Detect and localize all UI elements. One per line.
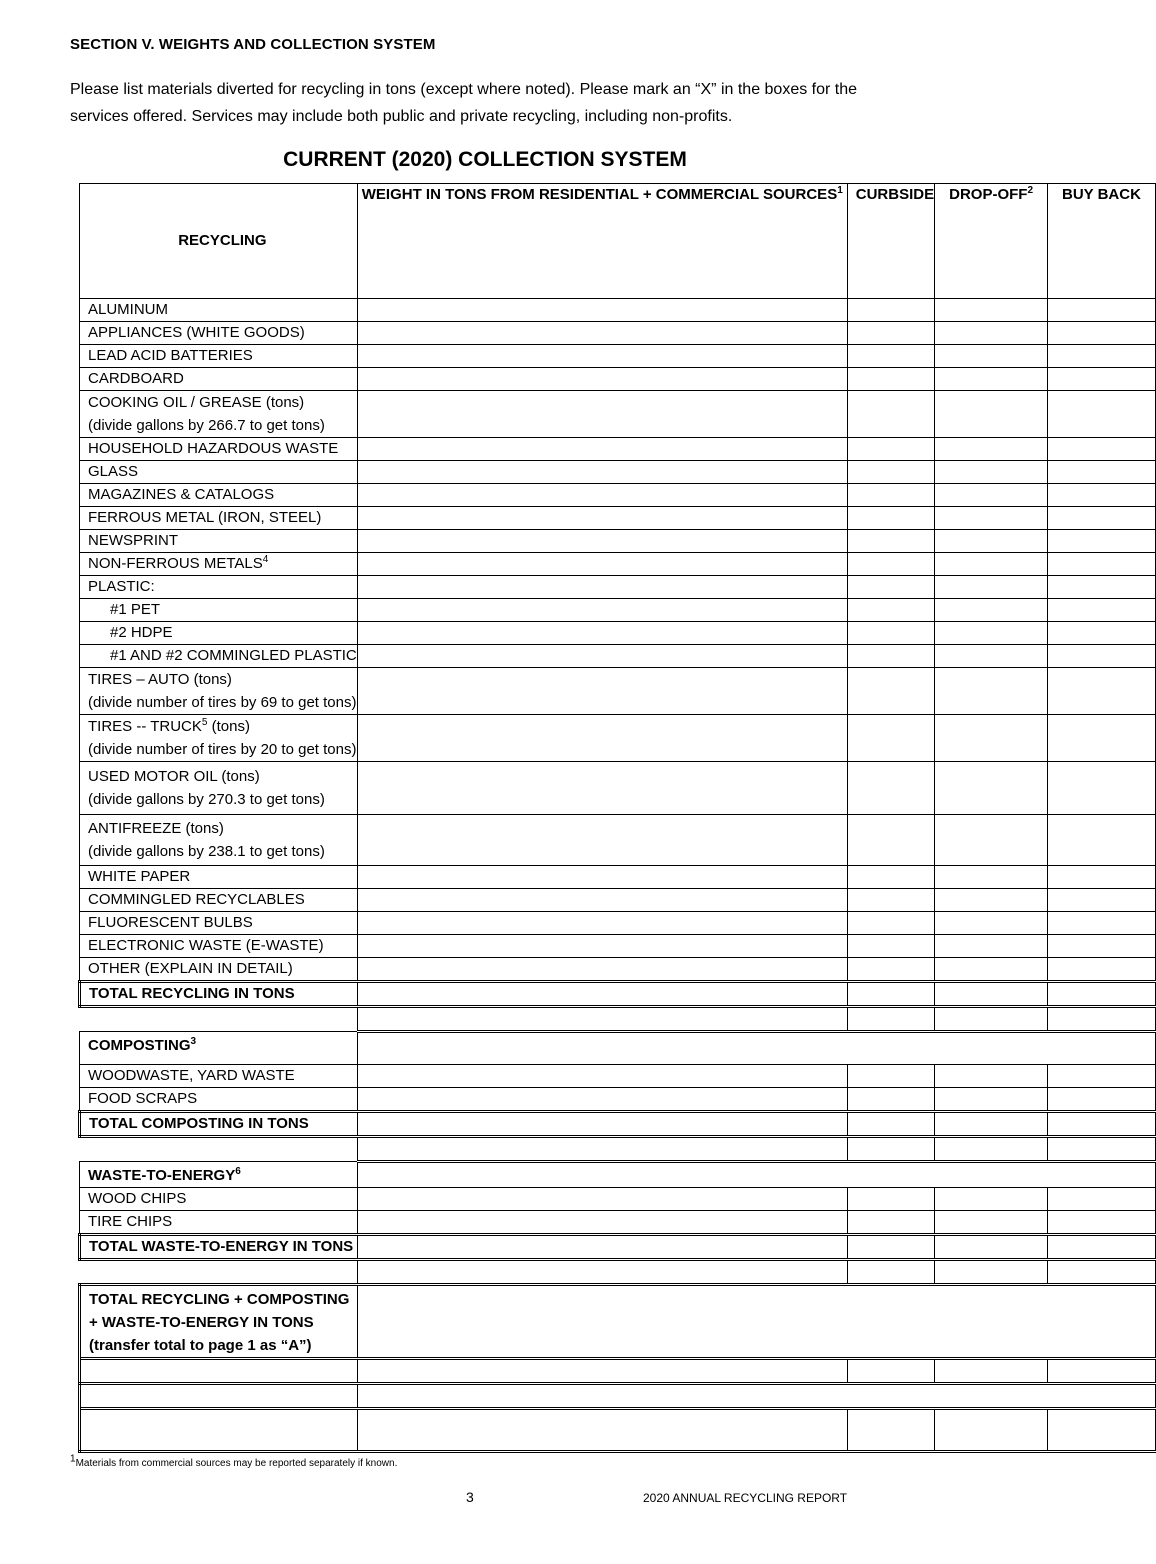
curbside-cell[interactable] — [847, 507, 934, 530]
curbside-cell[interactable] — [847, 935, 934, 958]
material-label: COOKING OIL / GREASE (tons) (divide gallons by 266.7 to get tons) — [80, 391, 358, 438]
dropoff-cell[interactable] — [935, 1211, 1048, 1235]
total-recycling-entry-row — [80, 1007, 1156, 1032]
weight-cell[interactable] — [357, 1137, 847, 1162]
weight-cell[interactable] — [357, 576, 847, 599]
col-header-recycling: RECYCLING — [80, 184, 358, 299]
buyback-cell[interactable] — [1048, 576, 1156, 599]
curbside-cell[interactable] — [847, 1409, 934, 1452]
dropoff-cell[interactable] — [935, 322, 1048, 345]
buyback-cell[interactable] — [1048, 322, 1156, 345]
col-header-dropoff: DROP-OFF$^2$ — [935, 184, 1048, 299]
total-wte-entry-row — [80, 1260, 1156, 1285]
buyback-cell[interactable] — [1048, 715, 1156, 762]
table-row — [80, 484, 1156, 507]
weight-cell[interactable] — [357, 715, 847, 762]
spacer-cell — [80, 1007, 358, 1032]
dropoff-cell[interactable] — [935, 599, 1048, 622]
dropoff-cell[interactable] — [935, 484, 1048, 507]
weight-cell[interactable] — [357, 391, 847, 438]
buyback-cell[interactable] — [1048, 1188, 1156, 1211]
buyback-cell[interactable] — [1048, 866, 1156, 889]
weight-cell[interactable] — [357, 889, 847, 912]
buyback-cell[interactable] — [1048, 668, 1156, 715]
buyback-cell[interactable] — [1048, 958, 1156, 982]
buyback-cell[interactable] — [1048, 1211, 1156, 1235]
table-row — [80, 322, 1156, 345]
weight-cell[interactable] — [357, 912, 847, 935]
buyback-cell[interactable] — [1048, 889, 1156, 912]
buyback-cell[interactable] — [1048, 622, 1156, 645]
dropoff-cell[interactable] — [935, 461, 1048, 484]
weight-cell[interactable] — [357, 1260, 847, 1285]
dropoff-cell[interactable] — [935, 438, 1048, 461]
curbside-cell[interactable] — [847, 484, 934, 507]
buyback-cell[interactable] — [1048, 438, 1156, 461]
buyback-cell[interactable] — [1048, 1260, 1156, 1285]
dropoff-cell[interactable] — [935, 866, 1048, 889]
weight-cell[interactable] — [357, 1409, 847, 1452]
total-composting-row — [80, 1112, 1156, 1137]
buyback-cell[interactable] — [1048, 299, 1156, 322]
table-row — [80, 622, 1156, 645]
material-label: TOTAL RECYCLING + COMPOSTING + WASTE-TO-ENERGY IN TONS (transfer total to page 1 as “A”) — [80, 1285, 358, 1359]
dropoff-cell[interactable] — [935, 507, 1048, 530]
curbside-cell[interactable] — [847, 815, 934, 866]
dropoff-cell[interactable] — [935, 1137, 1048, 1162]
dropoff-cell[interactable] — [935, 815, 1048, 866]
merged-entry-cell[interactable] — [357, 1162, 1155, 1188]
curbside-cell[interactable] — [847, 599, 934, 622]
dropoff-cell[interactable] — [935, 368, 1048, 391]
material-label: ANTIFREEZE (tons) (divide gallons by 238.1 to get tons) — [80, 815, 358, 866]
dropoff-cell[interactable] — [935, 645, 1048, 668]
weight-cell[interactable] — [357, 507, 847, 530]
material-label: #1 PET — [80, 599, 358, 622]
curbside-cell[interactable] — [847, 345, 934, 368]
table-row — [80, 1211, 1156, 1235]
curbside-cell[interactable] — [847, 912, 934, 935]
footnote: $^1$Materials from commercial sources may be reported separately if known. — [70, 1453, 398, 1469]
material-label: FERROUS METAL (IRON, STEEL) — [80, 507, 358, 530]
material-label: LEAD ACID BATTERIES — [80, 345, 358, 368]
dropoff-cell[interactable] — [935, 715, 1048, 762]
curbside-cell[interactable] — [847, 1188, 934, 1211]
wte-heading-row — [80, 1162, 1156, 1188]
weight-cell[interactable] — [357, 982, 847, 1007]
curbside-cell[interactable] — [847, 982, 934, 1007]
weight-cell[interactable] — [357, 1088, 847, 1112]
buyback-cell[interactable] — [1048, 1235, 1156, 1260]
weight-cell[interactable] — [357, 530, 847, 553]
curbside-cell[interactable] — [847, 1359, 934, 1384]
curbside-cell[interactable] — [847, 1137, 934, 1162]
curbside-cell[interactable] — [847, 1065, 934, 1088]
table-row — [80, 762, 1156, 815]
table-row — [80, 599, 1156, 622]
curbside-cell[interactable] — [847, 668, 934, 715]
material-label: TOTAL RECYCLING IN TONS — [80, 982, 358, 1007]
composting-heading-row — [80, 1032, 1156, 1065]
table-row — [80, 912, 1156, 935]
buyback-cell[interactable] — [1048, 599, 1156, 622]
col-header-weight: WEIGHT IN TONS FROM RESIDENTIAL + COMMERCIAL SOURCES$^1$ — [357, 184, 847, 299]
material-label: TOTAL COMPOSTING IN TONS — [80, 1112, 358, 1137]
material-label: #2 HDPE — [80, 622, 358, 645]
grand-total-row — [80, 1285, 1156, 1359]
buyback-cell[interactable] — [1048, 1112, 1156, 1137]
buyback-cell[interactable] — [1048, 815, 1156, 866]
curbside-cell[interactable] — [847, 322, 934, 345]
table-row — [80, 461, 1156, 484]
table-row — [80, 889, 1156, 912]
dropoff-cell[interactable] — [935, 935, 1048, 958]
dropoff-cell[interactable] — [935, 889, 1048, 912]
curbside-cell[interactable] — [847, 958, 934, 982]
total-composting-entry-row — [80, 1137, 1156, 1162]
table-row — [80, 368, 1156, 391]
dropoff-cell[interactable] — [935, 622, 1048, 645]
section-title: SECTION V. WEIGHTS AND COLLECTION SYSTEM — [70, 36, 436, 53]
weight-cell[interactable] — [357, 553, 847, 576]
table-row — [80, 1065, 1156, 1088]
curbside-cell[interactable] — [847, 1088, 934, 1112]
table-row — [80, 530, 1156, 553]
material-label: NEWSPRINT — [80, 530, 358, 553]
curbside-cell[interactable] — [847, 1211, 934, 1235]
table-row — [80, 668, 1156, 715]
weight-cell[interactable] — [357, 368, 847, 391]
weight-cell[interactable] — [357, 668, 847, 715]
curbside-cell[interactable] — [847, 1007, 934, 1032]
table-row — [80, 958, 1156, 982]
buyback-cell[interactable] — [1048, 935, 1156, 958]
dropoff-cell[interactable] — [935, 1188, 1048, 1211]
page-number: 3 — [466, 1489, 474, 1505]
table-row — [80, 645, 1156, 668]
dropoff-cell[interactable] — [935, 958, 1048, 982]
curbside-cell[interactable] — [847, 866, 934, 889]
buyback-cell[interactable] — [1048, 1007, 1156, 1032]
weight-cell[interactable] — [357, 622, 847, 645]
curbside-cell[interactable] — [847, 622, 934, 645]
material-label: GLASS — [80, 461, 358, 484]
buyback-cell[interactable] — [1048, 1065, 1156, 1088]
table-row — [80, 438, 1156, 461]
curbside-cell[interactable] — [847, 438, 934, 461]
weight-cell[interactable] — [357, 299, 847, 322]
material-label: WHITE PAPER — [80, 866, 358, 889]
material-label: TIRES – AUTO (tons) (divide number of tires by 69 to get tons) — [80, 668, 358, 715]
dropoff-cell[interactable] — [935, 345, 1048, 368]
blank-cell[interactable] — [80, 1384, 358, 1409]
weight-cell[interactable] — [357, 958, 847, 982]
table-row — [80, 507, 1156, 530]
weight-cell[interactable] — [357, 345, 847, 368]
buyback-cell[interactable] — [1048, 391, 1156, 438]
material-label: PLASTIC: — [80, 576, 358, 599]
curbside-cell[interactable] — [847, 553, 934, 576]
weight-cell[interactable] — [357, 484, 847, 507]
dropoff-cell[interactable] — [935, 1007, 1048, 1032]
material-label: ALUMINUM — [80, 299, 358, 322]
material-label: WOOD CHIPS — [80, 1188, 358, 1211]
buyback-cell[interactable] — [1048, 461, 1156, 484]
dropoff-cell[interactable] — [935, 1409, 1048, 1452]
curbside-cell[interactable] — [847, 1235, 934, 1260]
material-label: TIRE CHIPS — [80, 1211, 358, 1235]
weight-cell[interactable] — [357, 461, 847, 484]
dropoff-cell[interactable] — [935, 982, 1048, 1007]
weight-cell[interactable] — [357, 1359, 847, 1384]
dropoff-cell[interactable] — [935, 1112, 1048, 1137]
dropoff-cell[interactable] — [935, 299, 1048, 322]
material-label: USED MOTOR OIL (tons) (divide gallons by 270.3 to get tons) — [80, 762, 358, 815]
material-label: ELECTRONIC WASTE (E-WASTE) — [80, 935, 358, 958]
blank-cell[interactable] — [80, 1359, 358, 1384]
buyback-cell[interactable] — [1048, 507, 1156, 530]
table-row — [80, 345, 1156, 368]
buyback-cell[interactable] — [1048, 1088, 1156, 1112]
curbside-cell[interactable] — [847, 889, 934, 912]
spacer-cell — [80, 1260, 358, 1285]
total-recycling-row — [80, 982, 1156, 1007]
buyback-cell[interactable] — [1048, 553, 1156, 576]
buyback-cell[interactable] — [1048, 1409, 1156, 1452]
material-label: MAGAZINES & CATALOGS — [80, 484, 358, 507]
table-row — [80, 391, 1156, 438]
dropoff-cell[interactable] — [935, 1235, 1048, 1260]
dropoff-cell[interactable] — [935, 912, 1048, 935]
weight-cell[interactable] — [357, 322, 847, 345]
merged-entry-cell[interactable] — [357, 1384, 1155, 1409]
spacer-cell — [80, 1137, 358, 1162]
curbside-cell[interactable] — [847, 391, 934, 438]
curbside-cell[interactable] — [847, 1112, 934, 1137]
weight-cell[interactable] — [357, 438, 847, 461]
table-row — [80, 866, 1156, 889]
material-label: HOUSEHOLD HAZARDOUS WASTE — [80, 438, 358, 461]
table-row — [80, 553, 1156, 576]
buyback-cell[interactable] — [1048, 1137, 1156, 1162]
curbside-cell[interactable] — [847, 299, 934, 322]
dropoff-cell[interactable] — [935, 1260, 1048, 1285]
dropoff-cell[interactable] — [935, 1088, 1048, 1112]
table-title: CURRENT (2020) COLLECTION SYSTEM — [283, 148, 687, 171]
weight-cell[interactable] — [357, 1112, 847, 1137]
weight-cell[interactable] — [357, 866, 847, 889]
material-label: APPLIANCES (WHITE GOODS) — [80, 322, 358, 345]
dropoff-cell[interactable] — [935, 1065, 1048, 1088]
curbside-cell[interactable] — [847, 1260, 934, 1285]
curbside-cell[interactable] — [847, 368, 934, 391]
curbside-cell[interactable] — [847, 645, 934, 668]
table-row — [80, 299, 1156, 322]
dropoff-cell[interactable] — [935, 1359, 1048, 1384]
table-row — [80, 935, 1156, 958]
material-label: OTHER (EXPLAIN IN DETAIL) — [80, 958, 358, 982]
material-label: FLUORESCENT BULBS — [80, 912, 358, 935]
merged-entry-cell[interactable] — [357, 1032, 1155, 1065]
merged-entry-cell[interactable] — [357, 1285, 1155, 1359]
material-label: WASTE-TO-ENERGY$^6$ — [80, 1162, 358, 1188]
dropoff-cell[interactable] — [935, 553, 1048, 576]
dropoff-cell[interactable] — [935, 668, 1048, 715]
col-header-curbside: CURBSIDE — [847, 184, 934, 299]
blank-row — [80, 1409, 1156, 1452]
instructions-text: Please list materials diverted for recycling in tons (except where noted). Please mark an “X” in the boxes for the services offered. Services may include both public and private recycling, including non-profits. — [70, 81, 858, 125]
grand-total-entry-row — [80, 1359, 1156, 1384]
weight-cell[interactable] — [357, 1065, 847, 1088]
material-label: TOTAL WASTE-TO-ENERGY IN TONS — [80, 1235, 358, 1260]
buyback-cell[interactable] — [1048, 762, 1156, 815]
weight-cell[interactable] — [357, 599, 847, 622]
curbside-cell[interactable] — [847, 576, 934, 599]
buyback-cell[interactable] — [1048, 912, 1156, 935]
weight-cell[interactable] — [357, 1007, 847, 1032]
dropoff-cell[interactable] — [935, 576, 1048, 599]
blank-cell[interactable] — [80, 1409, 358, 1452]
dropoff-cell[interactable] — [935, 530, 1048, 553]
material-label: #1 AND #2 COMMINGLED PLASTIC — [80, 645, 358, 668]
weight-cell[interactable] — [357, 1235, 847, 1260]
dropoff-cell[interactable] — [935, 762, 1048, 815]
curbside-cell[interactable] — [847, 762, 934, 815]
buyback-cell[interactable] — [1048, 982, 1156, 1007]
buyback-cell[interactable] — [1048, 368, 1156, 391]
material-label: CARDBOARD — [80, 368, 358, 391]
material-label: COMMINGLED RECYCLABLES — [80, 889, 358, 912]
curbside-cell[interactable] — [847, 715, 934, 762]
buyback-cell[interactable] — [1048, 530, 1156, 553]
weight-cell[interactable] — [357, 762, 847, 815]
weight-cell[interactable] — [357, 1188, 847, 1211]
recycling-table — [78, 183, 1156, 1453]
material-label: COMPOSTING$^3$ — [80, 1032, 358, 1065]
dropoff-cell[interactable] — [935, 391, 1048, 438]
material-label: NON-FERROUS METALS$^4$ — [80, 553, 358, 576]
weight-cell[interactable] — [357, 645, 847, 668]
table-row — [80, 815, 1156, 866]
weight-cell[interactable] — [357, 1211, 847, 1235]
material-label: TIRES -- TRUCK$^5$ (tons) (divide number of tires by 20 to get tons) — [80, 715, 358, 762]
weight-cell[interactable] — [357, 935, 847, 958]
material-label: WOODWASTE, YARD WASTE — [80, 1065, 358, 1088]
col-header-buyback: BUY BACK — [1048, 184, 1156, 299]
buyback-cell[interactable] — [1048, 484, 1156, 507]
blank-row — [80, 1384, 1156, 1409]
buyback-cell[interactable] — [1048, 345, 1156, 368]
material-label: FOOD SCRAPS — [80, 1088, 358, 1112]
table-row — [80, 1188, 1156, 1211]
weight-cell[interactable] — [357, 815, 847, 866]
buyback-cell[interactable] — [1048, 645, 1156, 668]
report-label: 2020 ANNUAL RECYCLING REPORT — [643, 1491, 848, 1505]
table-row — [80, 576, 1156, 599]
buyback-cell[interactable] — [1048, 1359, 1156, 1384]
curbside-cell[interactable] — [847, 530, 934, 553]
table-row — [80, 715, 1156, 762]
table-row — [80, 1088, 1156, 1112]
total-wte-row — [80, 1235, 1156, 1260]
curbside-cell[interactable] — [847, 461, 934, 484]
